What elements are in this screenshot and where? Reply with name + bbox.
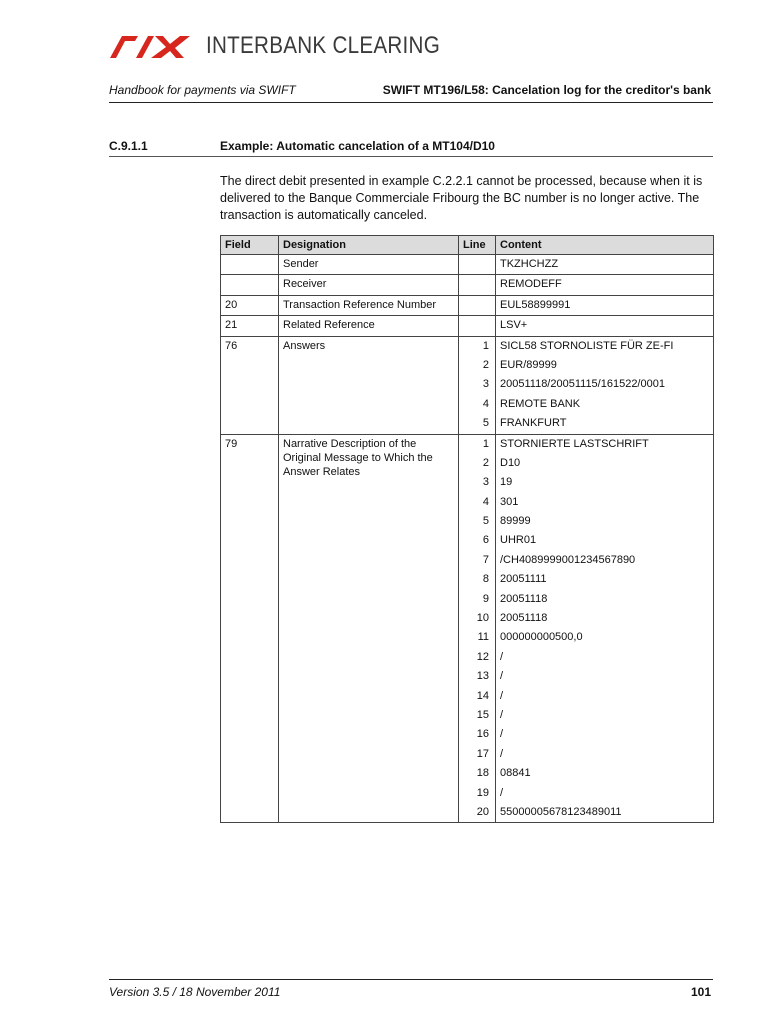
line-cell: [459, 434, 496, 823]
line-number: 2: [482, 358, 489, 371]
field-cell: [221, 434, 279, 823]
section-title: Example: Automatic cancelation of a MT104/D10: [220, 139, 495, 153]
header-line: Line: [459, 236, 496, 255]
designation-cell: [279, 255, 459, 275]
designation-cell: [279, 295, 459, 315]
content-value: /: [500, 786, 504, 799]
line-number: 10: [476, 612, 489, 625]
field-cell: [221, 336, 279, 434]
line-number: 18: [476, 767, 489, 780]
content-value: D10: [500, 456, 521, 469]
line-number: [463, 255, 489, 274]
table-row: [221, 255, 714, 275]
field-code: 76: [225, 339, 238, 352]
content-value: UHR01: [500, 534, 537, 547]
six-logo: [108, 28, 478, 64]
line-cell: [459, 336, 496, 434]
content-value: SICL58 STORNOLISTE FÜR ZE-FI: [500, 339, 674, 352]
field-code: [225, 255, 274, 257]
field-code: 21: [225, 319, 238, 332]
content-value: 20051118: [500, 612, 548, 625]
line-cell: [459, 275, 496, 295]
designation-cell: [279, 434, 459, 823]
content-cell: [496, 336, 714, 434]
content-value: 08841: [500, 767, 531, 780]
line-number: 15: [476, 708, 489, 721]
line-number: 2: [482, 456, 489, 469]
line-number: 16: [476, 728, 489, 741]
line-number: 14: [476, 689, 489, 702]
content-cell: [496, 295, 714, 315]
content-value: LSV+: [500, 319, 528, 332]
content-value: 20051118/20051115/161522/0001: [500, 378, 665, 391]
line-number: 9: [482, 592, 489, 605]
content-value: /: [500, 747, 504, 760]
content-cell: [496, 434, 714, 823]
content-value: 20051118: [500, 592, 548, 605]
line-number: 4: [482, 397, 489, 410]
field-cell: [221, 255, 279, 275]
line-cell: [459, 316, 496, 336]
content-cell: [496, 275, 714, 295]
line-number: [463, 275, 489, 294]
table-header-row: [221, 236, 714, 255]
page-number: 101: [690, 985, 711, 999]
content-value: STORNIERTE LASTSCHRIFT: [500, 437, 649, 450]
content-cell: [496, 255, 714, 275]
line-number: 1: [482, 437, 489, 450]
designation-text: Sender: [283, 258, 319, 270]
line-number: 1: [482, 339, 489, 352]
handbook-title: Handbook for payments via SWIFT: [109, 83, 296, 97]
header-field: Field: [221, 236, 279, 255]
designation-cell: [279, 316, 459, 336]
content-value: 55000005678123489011: [500, 805, 622, 818]
table-row: [221, 295, 714, 315]
field-code: 20: [225, 298, 238, 311]
table-row: [221, 336, 714, 434]
designation-cell: [279, 336, 459, 434]
content-value: REMOTE BANK: [500, 397, 581, 410]
designation-text: Answers: [283, 339, 326, 352]
field-cell: [221, 275, 279, 295]
line-number: [463, 296, 489, 315]
designation-text: Receiver: [283, 278, 327, 291]
content-value: TKZHCHZZ: [500, 258, 559, 270]
intro-paragraph: The direct debit presented in example C.2.2.1 cannot be processed, because when it is delivered to the Banque Commerciale Fribourg the BC number is no longer active. The transaction is automatically canceled.: [220, 174, 703, 222]
line-number: 12: [476, 650, 489, 663]
line-number: 6: [482, 534, 489, 547]
line-number: 8: [482, 573, 489, 586]
line-number: 3: [482, 378, 489, 391]
content-value: 89999: [500, 515, 531, 528]
header-content: Content: [496, 236, 714, 255]
content-value: 301: [500, 495, 519, 508]
logo-wordmark: INTERBANK CLEARING: [206, 32, 441, 59]
content-value: EUL58899991: [500, 298, 571, 311]
field-code: 79: [225, 437, 238, 450]
line-number: 20: [476, 805, 489, 818]
line-number: 11: [477, 631, 489, 644]
line-number: [463, 316, 489, 335]
line-number: 5: [482, 515, 489, 528]
section-heading: [109, 138, 713, 157]
content-value: REMODEFF: [500, 278, 562, 291]
field-cell: [221, 316, 279, 336]
line-cell: [459, 255, 496, 275]
chapter-title: SWIFT MT196/L58: Cancelation log for the creditor's bank: [382, 83, 711, 97]
message-table: [220, 235, 714, 823]
page-footer: [109, 979, 713, 1004]
content-value: 19: [500, 476, 513, 489]
section-number: C.9.1.1: [109, 139, 148, 153]
line-number: 17: [476, 747, 489, 760]
content-value: 20051111: [500, 573, 547, 586]
header-designation: Designation: [279, 236, 459, 255]
field-cell: [221, 295, 279, 315]
content-value: /CH4089999001234567890: [500, 553, 636, 566]
table-row: [221, 316, 714, 336]
content-value: /: [500, 650, 504, 663]
line-number: 13: [476, 670, 489, 683]
content-value: 000000000500,0: [500, 631, 583, 644]
line-number: 5: [482, 417, 489, 430]
designation-text: Transaction Reference Number: [283, 298, 437, 311]
content-value: EUR/89999: [500, 358, 557, 371]
content-value: /: [500, 728, 504, 741]
content-value: FRANKFURT: [500, 417, 567, 430]
line-number: 19: [476, 786, 489, 799]
six-logo-icon: [108, 32, 200, 60]
line-number: 7: [482, 553, 489, 566]
line-number: 4: [482, 495, 489, 508]
content-value: /: [500, 670, 504, 683]
content-value: /: [500, 708, 504, 721]
version-info: Version 3.5 / 18 November 2011: [109, 985, 281, 999]
table-body: [221, 255, 714, 823]
designation-text: Related Reference: [283, 319, 375, 332]
field-code: [225, 275, 274, 277]
designation-text: Narrative Description of the Original Message to Which the Answer Relates: [283, 437, 433, 478]
running-header: [109, 82, 713, 103]
table-row: [221, 434, 714, 823]
content-cell: [496, 316, 714, 336]
designation-cell: [279, 275, 459, 295]
content-value: /: [500, 689, 504, 702]
line-cell: [459, 295, 496, 315]
line-number: 3: [482, 476, 489, 489]
table-row: [221, 275, 714, 295]
